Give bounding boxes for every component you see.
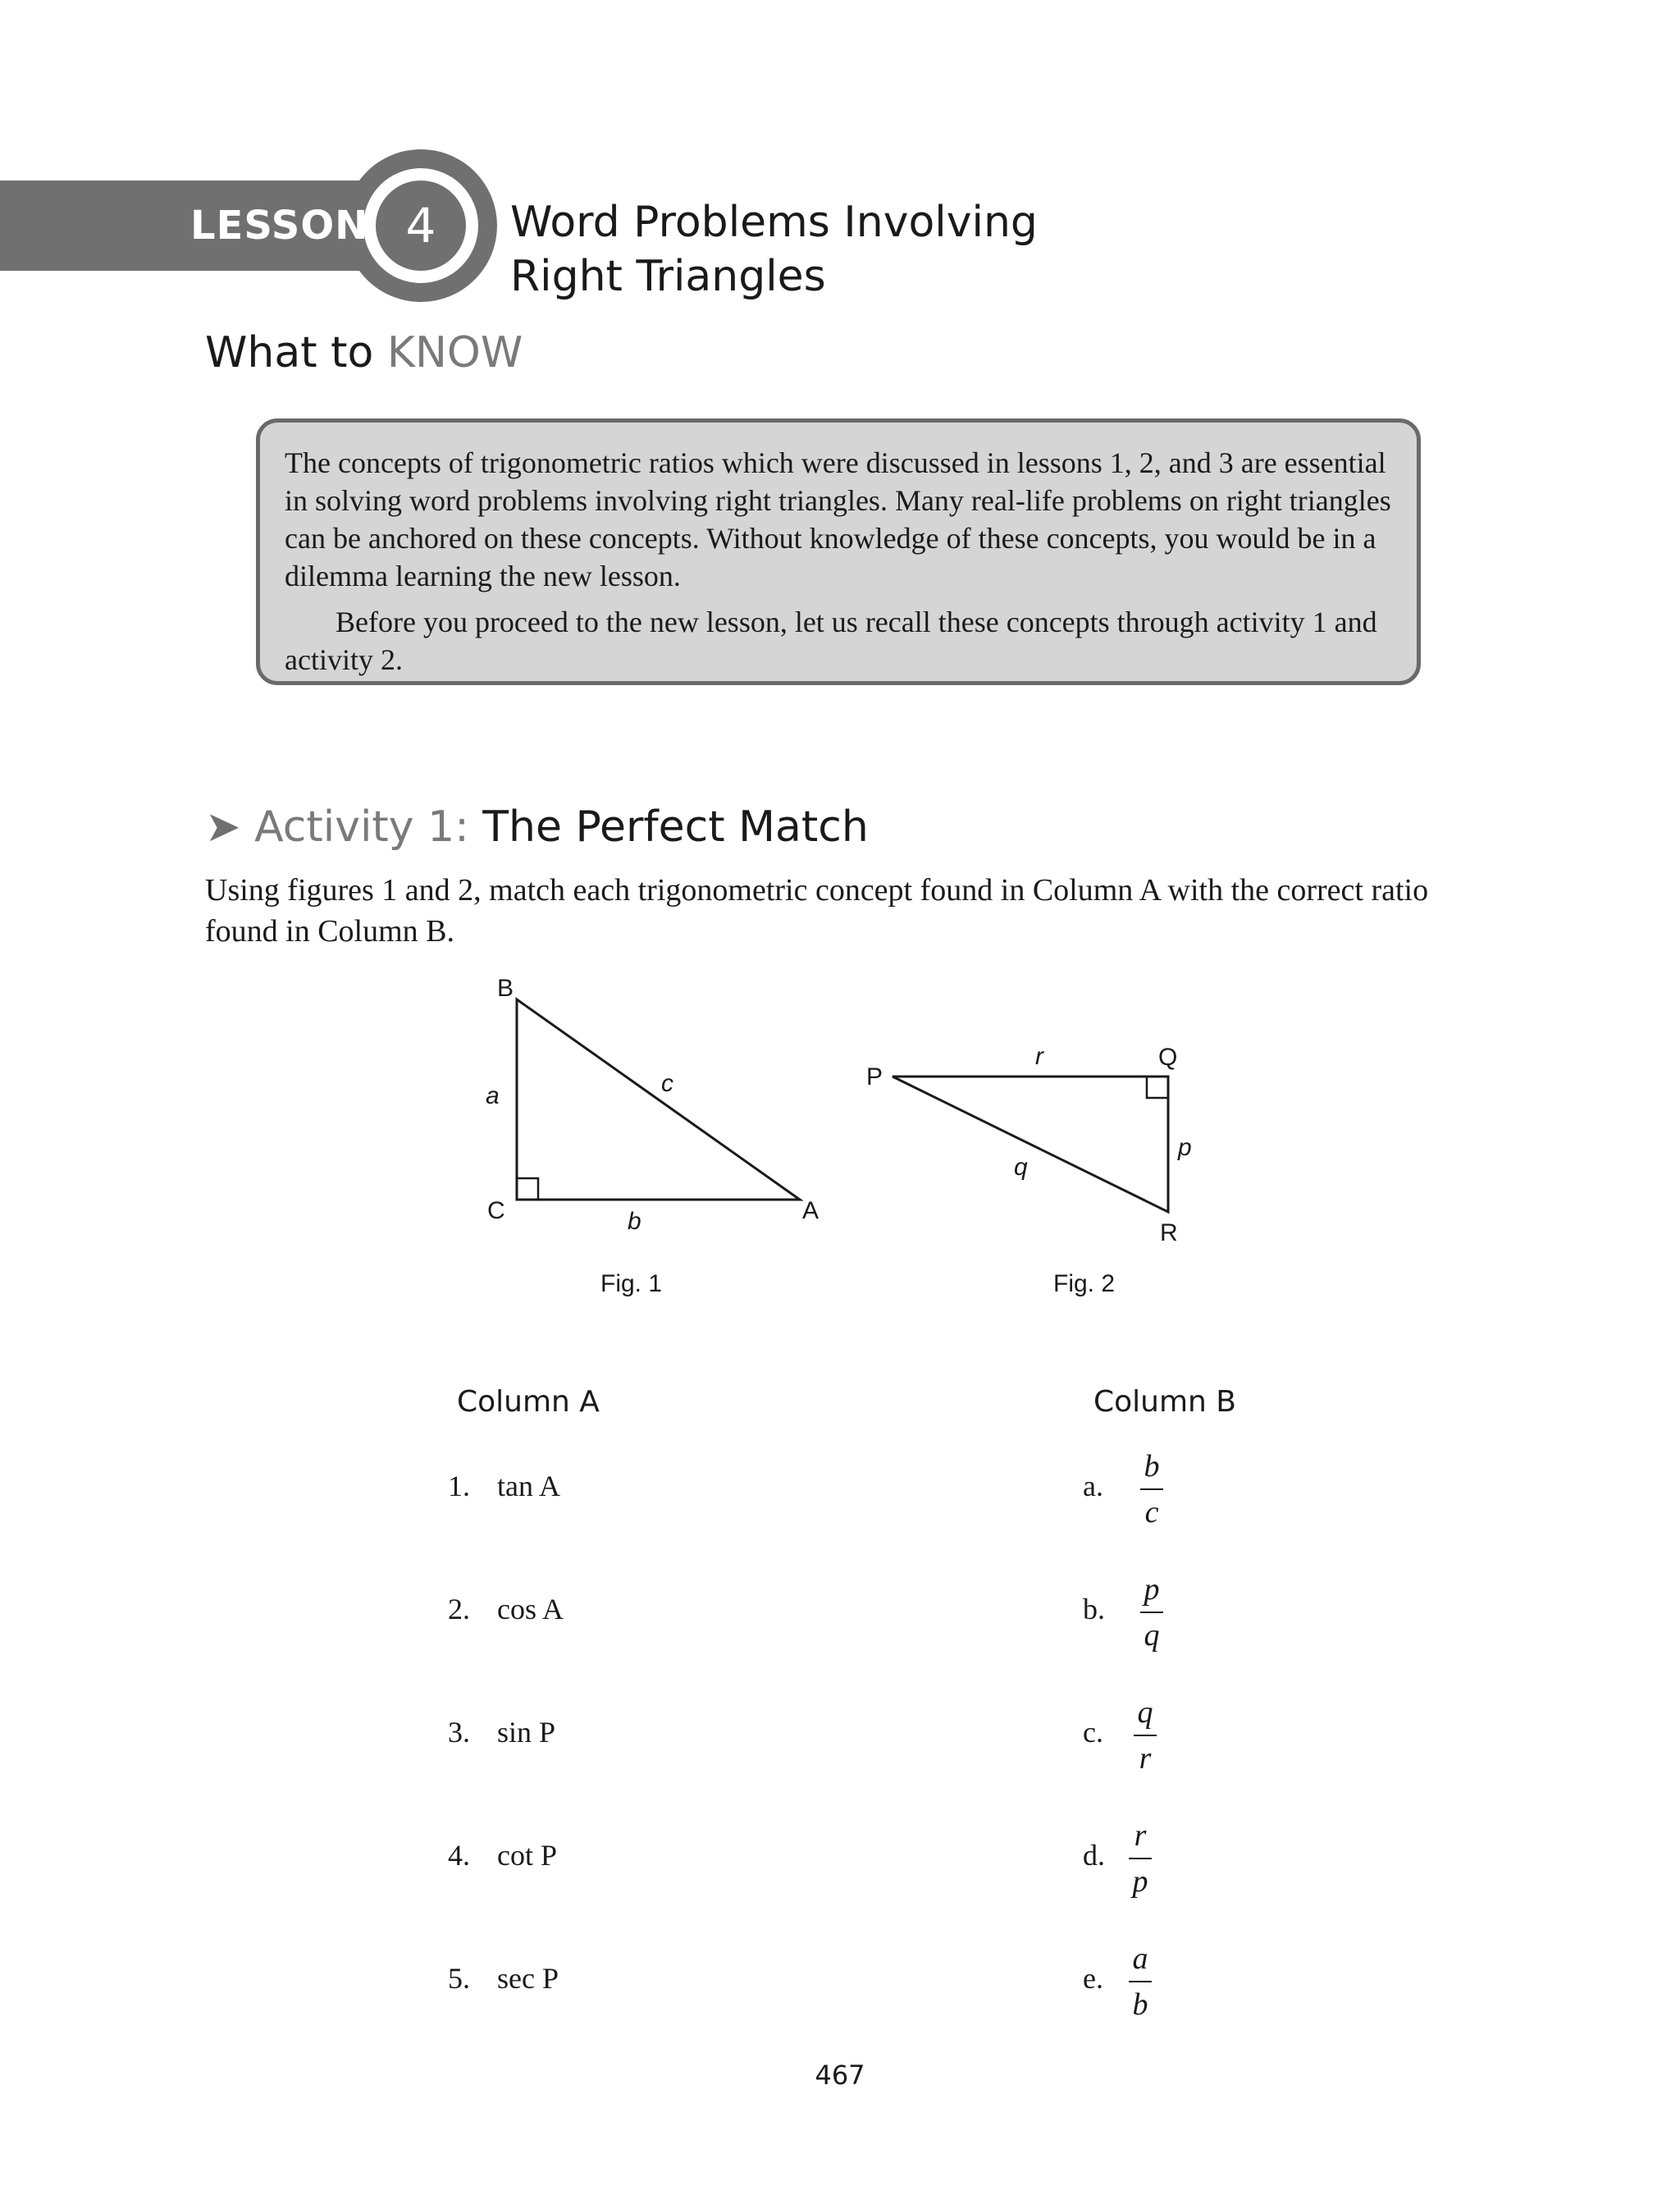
fraction-c: [1129, 1692, 1162, 1779]
column-a-item-1: [448, 1469, 560, 1503]
item-number: 1.: [448, 1470, 470, 1502]
item-number: 5.: [448, 1962, 470, 1995]
vertex-r-label: R: [1160, 1219, 1178, 1246]
fraction-numerator: a: [1132, 1941, 1148, 1976]
fraction-b: [1135, 1569, 1168, 1656]
vertex-c-label: C: [487, 1197, 505, 1224]
column-b-letter-e: e.: [1083, 1962, 1103, 1995]
lesson-label: LESSON: [190, 203, 369, 249]
activity-instructions: Using figures 1 and 2, match each trigonometric concept found in Column A with the correct ratio found in Column B.: [205, 873, 1429, 949]
fig1-caption: Fig. 1: [600, 1270, 663, 1297]
fraction-bar: [1129, 1858, 1152, 1859]
side-c-label: c: [661, 1070, 673, 1097]
column-b-letter-a: a.: [1083, 1470, 1103, 1502]
column-b-letter-c: c.: [1083, 1716, 1103, 1749]
side-a-label: a: [486, 1082, 500, 1109]
item-number: 2.: [448, 1593, 470, 1625]
fraction-bar: [1134, 1735, 1157, 1736]
concept-paragraph-2: Before you proceed to the new lesson, let us recall these concepts through activity 1 and activity 2.: [285, 606, 1377, 676]
item-number: 3.: [448, 1716, 470, 1749]
arrow-icon: ➤: [205, 802, 241, 852]
fraction-denominator: r: [1139, 1741, 1152, 1776]
lesson-title-line2: Right Triangles: [510, 252, 826, 301]
column-b-letter-b: b.: [1083, 1593, 1105, 1625]
triangle-pqr: [892, 1077, 1168, 1212]
page-number: 467: [815, 2060, 865, 2091]
fraction-numerator: r: [1134, 1818, 1147, 1853]
fraction-denominator: q: [1144, 1618, 1160, 1653]
column-b-letter-d: d.: [1083, 1839, 1105, 1872]
vertex-b-label: B: [497, 975, 514, 1002]
concept-paragraph-1: The concepts of trigonometric ratios which were discussed in lessons 1, 2, and 3 are essential in solving word problems involving right triangles. Many real-life problems on right triangles can be anchored on these concepts. Without knowledge of these concepts, you would be in a dilemma learning the new lesson.: [285, 446, 1391, 592]
side-b-label: b: [628, 1208, 641, 1235]
vertex-q-label: Q: [1158, 1044, 1178, 1071]
fig2-caption: Fig. 2: [1053, 1270, 1116, 1297]
fraction-numerator: p: [1144, 1572, 1160, 1607]
fraction-a: [1135, 1446, 1168, 1533]
side-p-label: p: [1178, 1134, 1192, 1161]
what-to-know-part1: What to: [205, 328, 374, 377]
column-b-heading: Column B: [1093, 1385, 1237, 1419]
right-angle-marker-c: [517, 1178, 538, 1200]
side-r-label: r: [1035, 1043, 1043, 1070]
column-a-item-4: [448, 1838, 557, 1872]
fraction-d: [1124, 1815, 1157, 1902]
triangle-abc: [517, 999, 800, 1200]
activity-label: Activity 1:: [254, 802, 469, 852]
what-to-know-part2: KNOW: [386, 328, 523, 377]
column-a-item-3: [448, 1715, 555, 1749]
fraction-numerator: q: [1137, 1695, 1153, 1730]
fraction-denominator: b: [1132, 1987, 1148, 2022]
activity-title: The Perfect Match: [482, 802, 869, 852]
item-text: tan A: [497, 1470, 560, 1502]
fraction-denominator: p: [1132, 1864, 1148, 1899]
item-text: sin P: [497, 1716, 556, 1749]
fraction-bar: [1140, 1488, 1163, 1490]
lesson-number: 4: [376, 181, 466, 271]
vertex-p-label: P: [866, 1063, 883, 1090]
vertex-a-label: A: [802, 1197, 819, 1224]
fraction-denominator: c: [1144, 1495, 1159, 1529]
item-text: cot P: [497, 1839, 558, 1872]
side-q-label: q: [1014, 1154, 1028, 1181]
column-a-heading: Column A: [457, 1385, 600, 1419]
fraction-bar: [1129, 1981, 1152, 1982]
item-text: cos A: [497, 1593, 564, 1625]
column-a-item-2: [448, 1592, 564, 1626]
right-angle-marker-q: [1147, 1077, 1168, 1098]
item-number: 4.: [448, 1839, 470, 1872]
lesson-title-line1: Word Problems Involving: [510, 198, 1038, 247]
fraction-bar: [1140, 1612, 1163, 1613]
fraction-e: [1124, 1938, 1157, 2025]
column-a-item-5: [448, 1961, 559, 1996]
item-text: sec P: [497, 1962, 559, 1995]
fraction-numerator: b: [1144, 1449, 1160, 1484]
